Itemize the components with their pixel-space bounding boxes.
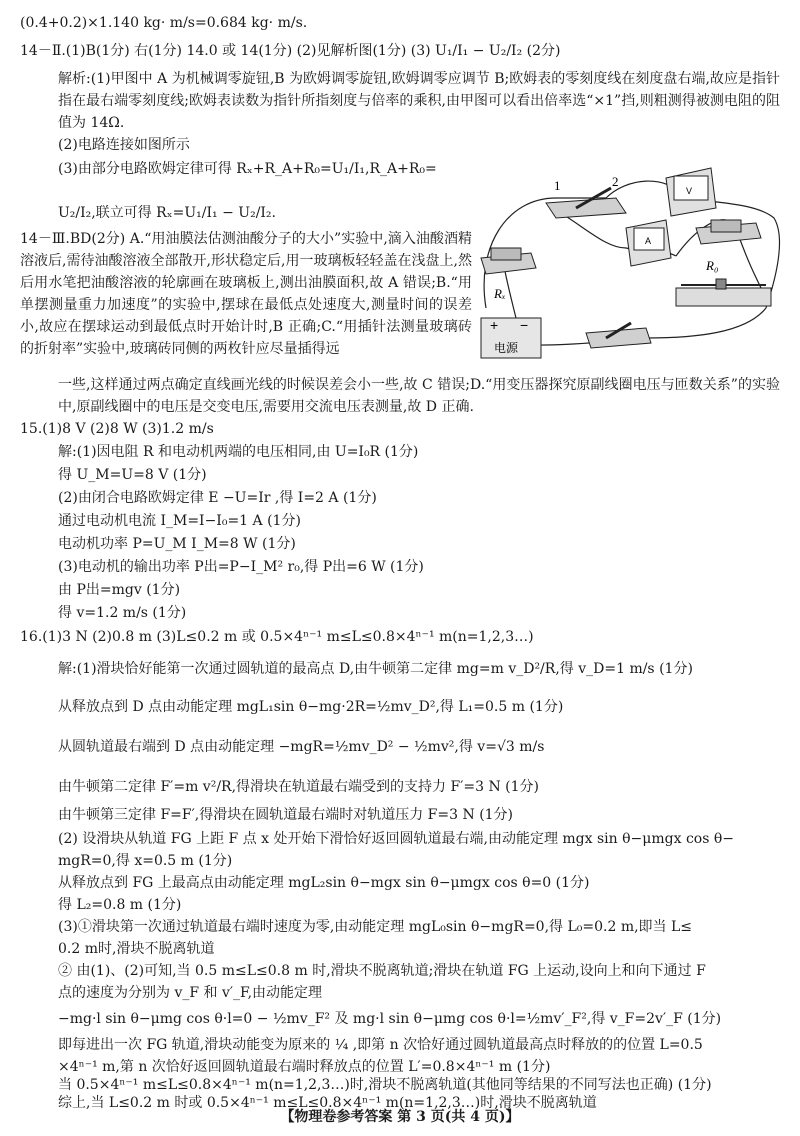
label-source: 电源 [494,341,519,355]
rheostat [676,279,771,306]
q16-step: 由牛顿第三定律 F=F′,得滑块在圆轨道最右端时对轨道压力 F=3 N (1分) [58,807,514,823]
q15-answer: 15.(1)8 V (2)8 W (3)1.2 m/s [20,421,214,437]
label-1: 1 [554,178,561,193]
q16-step: 从圆轨道最右端到 D 点由动能定理 −mgR=½mv_D² − ½mv²,得 v=√3 m/s [58,739,545,755]
q15-step: 得 U_M=U=8 V (1分) [58,467,207,483]
analysis-14-2: 解析:(1)甲图中 A 为机械调零旋钮,B 为欧姆调零旋钮,欧姆调零应调节 B;欧姆表的零刻度线在刻度盘右端,故应是指针指在最右端零刻度线;欧姆表读数为指针所指刻度与倍率的乘积,由甲图可以看出倍率选“×1”挡,则粗测得被测电阻的阻值为 14Ω. [58,71,780,131]
q15-step: (3)电动机的输出功率 P出=P−I_M² r₀,得 P出=6 W (1分) [58,559,424,575]
q15-step: 解:(1)因电阻 R 和电动机两端的电压相同,由 U=I₀R (1分) [58,444,419,460]
line-combined: U₂/I₂,联立可得 Rₓ=U₁/I₁ − U₂/I₂. [58,205,276,221]
q16-step: (3)①滑块第一次通过轨道最右端时速度为零,由动能定理 mgL₀sin θ−mgR=0,得 L₀=0.2 m,即当 L≤ [58,919,693,935]
q16-step: 得 L₂=0.8 m (1分) [58,897,182,913]
q15-step: (2)由闭合电路欧姆定律 E −U=Ir ,得 I=2 A (1分) [58,490,377,506]
q16-step: 即每进出一次 FG 轨道,滑块动能变为原来的 ¼ ,即第 n 次恰好通过圆轨道最高点时释放的的位置 L=0.5 [58,1037,703,1053]
page-footer: 【物理卷参考答案 第 3 页(共 4 页)】 [280,1109,520,1125]
label-v: V [686,186,693,196]
label-plus: + [490,317,499,333]
q16-step: 从释放点到 FG 上最高点由动能定理 mgL₂sin θ−mgx sin θ−μmgx cos θ=0 (1分) [58,875,590,891]
line-1: (0.4+0.2)×1.140 kg· m/s=0.684 kg· m/s. [20,15,308,31]
label-a: A [645,236,652,246]
q15-step: 由 P出=mgv (1分) [58,582,181,598]
label-2: 2 [612,174,619,189]
switch-bottom [586,323,651,348]
line-circuit-note: (2)电路连接如图所示 [58,137,190,153]
q15-step: 电动机功率 P=U_M I_M=8 W (1分) [58,536,296,552]
q16-step: ② 由(1)、(2)可知,当 0.5 m≤L≤0.8 m 时,滑块不脱离轨道;滑块在轨道 FG 上运动,设向上和向下通过 F [58,963,706,979]
q16-step: −mg·l sin θ−μmg cos θ·l=0 − ½mv_F² 及 mg·l sin θ−μmg cos θ·l=½mv′_F²,得 v_F=2v′_F (1分) [58,1011,722,1027]
q16-step: 由牛顿第二定律 F′=m v²/R,得滑块在轨道最右端受到的支持力 F′=3 N (1分) [58,779,539,795]
q15-step: 通过电动机电流 I_M=I−I₀=1 A (1分) [58,513,301,529]
q16-answer: 16.(1)3 N (2)0.8 m (3)L≤0.2 m 或 0.5×4ⁿ⁻¹ m≤L≤0.8×4ⁿ⁻¹ m(n=1,2,3…) [20,629,534,645]
circuit-diagram [476,158,788,370]
resistor-r0 [696,220,761,244]
q16-step: ×4ⁿ⁻¹ m,第 n 次恰好返回圆轨道最右端时释放点的位置 L′=0.8×4ⁿ⁻¹ m (1分) [58,1059,551,1075]
q16-step: 当 0.5×4ⁿ⁻¹ m≤L≤0.8×4ⁿ⁻¹ m(n=1,2,3…)时,滑块不脱离轨道(其他同等结果的不同写法也正确) (1分) [58,1077,712,1093]
q16-step: 解:(1)滑块恰好能第一次通过圆轨道的最高点 D,由牛顿第二定律 mg=m v_D²/R,得 v_D=1 m/s (1分) [58,661,693,677]
analysis-14-3: 14－Ⅲ.BD(2分) A.“用油膜法估测油酸分子的大小”实验中,滴入油酸酒精溶液后,需待油酸溶液全部散开,形状稳定后,用一玻璃板轻轻盖在浅盘上,然后用水笔把油酸溶液的轮廓画在玻璃板上,测出油膜面积,故 A 错误;B.“用单摆测量重力加速度”的实验中,摆球在最低点处速度大,测量时间的误差小,故应在摆球运动到最低点时开始计时,B 正确;C.“用插针法测量玻璃砖的折射率”实验中,玻璃砖同侧的两枚针应尽量插得远 [20,231,472,357]
q15-step: 得 v=1.2 m/s (1分) [58,605,187,621]
analysis-14-3-cont: 一些,这样通过两点确定直线画光线的时候误差会小一些,故 C 错误;D.“用变压器探究原副线圈电压与匝数关系”的实验中,原副线圈中的电压是交变电压,需要用交流电压表测量,故 D 正确. [58,377,780,415]
q16-step: 从释放点到 D 点由动能定理 mgL₁sin θ−mg·2R=½mv_D²,得 L₁=0.5 m (1分) [58,699,564,715]
q16-step: 点的速度为分别为 v_F 和 v′_F,由动能定理 [58,985,323,1001]
q16-step: 综上,当 L≤0.2 m 时或 0.5×4ⁿ⁻¹ m≤L≤0.8×4ⁿ⁻¹ m(n=1,2,3…)时,滑块不脱离轨道 [58,1095,597,1111]
label-r0: R₀ [706,258,719,273]
q16-step: mgR=0,得 x=0.5 m (1分) [58,853,233,869]
label-minus: − [520,317,529,333]
q16-step: 0.2 m时,滑块不脱离轨道 [58,941,215,957]
label-rx: Rₓ [494,286,506,301]
q16-step: (2) 设滑块从轨道 FG 上距 F 点 x 处开始下滑恰好返回圆轨道最右端,由动能定理 mgx sin θ−μmgx cos θ− [58,831,735,847]
line-ohm-law: (3)由部分电路欧姆定律可得 Rₓ+R_A+R₀=U₁/I₁,R_A+R₀= [58,161,437,177]
line-14-2-answer: 14－Ⅱ.(1)B(1分) 右(1分) 14.0 或 14(1分) (2)见解析图(1分) (3) U₁/I₁ − U₂/I₂ (2分) [20,43,561,59]
